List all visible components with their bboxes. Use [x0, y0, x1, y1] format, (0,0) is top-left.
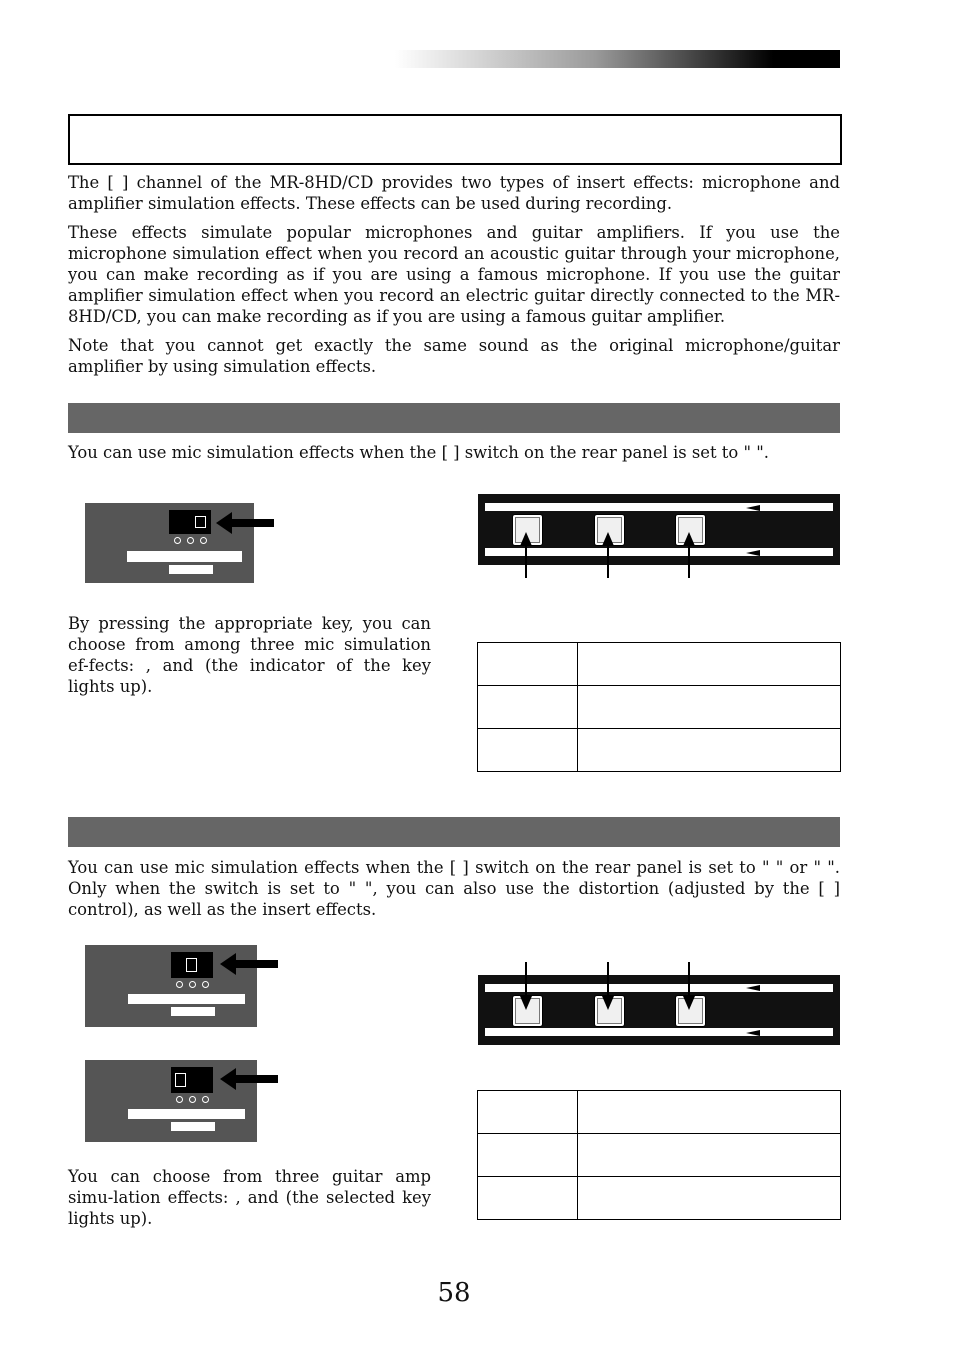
table-cell — [578, 1134, 841, 1177]
switch-position-dot — [189, 1096, 196, 1103]
switch-knob — [175, 1073, 186, 1087]
switch-housing — [169, 510, 211, 534]
table-cell — [478, 1091, 578, 1134]
table-cell — [578, 1177, 841, 1220]
table-row — [478, 643, 841, 686]
switch-position-dot — [200, 537, 207, 544]
pointer-arrow-icon — [218, 1066, 280, 1092]
table-cell — [478, 1177, 578, 1220]
page-number: 58 — [437, 1278, 471, 1308]
mic-simulation-section-header — [68, 403, 840, 433]
key-indicator-arrows-icon — [478, 962, 840, 1052]
header-gradient-bar — [395, 50, 840, 68]
table-row — [478, 686, 841, 729]
switch-position-dot — [176, 1096, 183, 1103]
table-cell — [478, 729, 578, 772]
switch-label-plate — [127, 551, 242, 562]
table-cell — [578, 686, 841, 729]
switch-position-dot — [187, 537, 194, 544]
switch-label-plate — [128, 1109, 245, 1119]
key-indicator-arrows-icon — [478, 494, 840, 584]
table-cell — [478, 686, 578, 729]
switch-housing — [171, 1067, 213, 1093]
switch-position-dot — [202, 1096, 209, 1103]
switch-label-plate — [171, 1122, 215, 1131]
mic-section-paragraph-1: You can use mic simulation effects when the [ ] switch on the rear panel is set to " ". — [68, 443, 769, 462]
switch-label-plate — [128, 994, 245, 1004]
amp-section-paragraph-1: You can use mic simulation effects when the [ ] switch on the rear panel is set to " " or " ". Only when the switch is set to " ", you can also use the distortion (adjusted by the [ ] control), as well as the insert effects. — [68, 858, 840, 919]
switch-knob — [195, 516, 206, 528]
intro-paragraph-2: These effects simulate popular microphones and guitar amplifiers. If you use the microphone simulation effect when you record an acoustic guitar through your microphone, you can make recording as if you are using a famous microphone. If you use the guitar amplifier simulation effect when you record an electric guitar directly connected to the MR-8HD/CD, you can make recording as if you are using a famous guitar amplifier. — [68, 223, 840, 326]
switch-housing — [171, 952, 213, 978]
table-row — [478, 1091, 841, 1134]
switch-label-plate — [171, 1007, 215, 1016]
table-cell — [578, 1091, 841, 1134]
table-cell — [478, 643, 578, 686]
pointer-arrow-icon — [214, 510, 276, 536]
table-cell — [478, 1134, 578, 1177]
switch-position-dot — [202, 981, 209, 988]
page-title-box — [68, 114, 842, 165]
table-row — [478, 729, 841, 772]
switch-position-dot — [189, 981, 196, 988]
table-row — [478, 1177, 841, 1220]
amp-simulation-section-header — [68, 817, 840, 847]
table-row — [478, 1134, 841, 1177]
switch-label-plate — [169, 565, 213, 574]
intro-paragraph-3: Note that you cannot get exactly the same sound as the original microphone/guitar amplifier by using simulation effects. — [68, 336, 840, 376]
mic-section-paragraph-2: By pressing the appropriate key, you can choose from among three mic simulation ef-fects: , and (the indicator of the key lights up). — [68, 614, 431, 696]
switch-position-dot — [176, 981, 183, 988]
switch-position-dot — [174, 537, 181, 544]
table-cell — [578, 643, 841, 686]
table-cell — [578, 729, 841, 772]
pointer-arrow-icon — [218, 951, 280, 977]
amp-sim-key-table — [477, 1090, 841, 1220]
switch-knob — [186, 958, 197, 972]
amp-section-paragraph-2: You can choose from three guitar amp simu-lation effects: , and (the selected key lights up). — [68, 1167, 431, 1228]
mic-sim-key-table — [477, 642, 841, 772]
intro-paragraph-1: The [ ] channel of the MR-8HD/CD provides two types of insert effects: microphone and amplifier simulation effects. These effects can be used during recording. — [68, 173, 840, 213]
